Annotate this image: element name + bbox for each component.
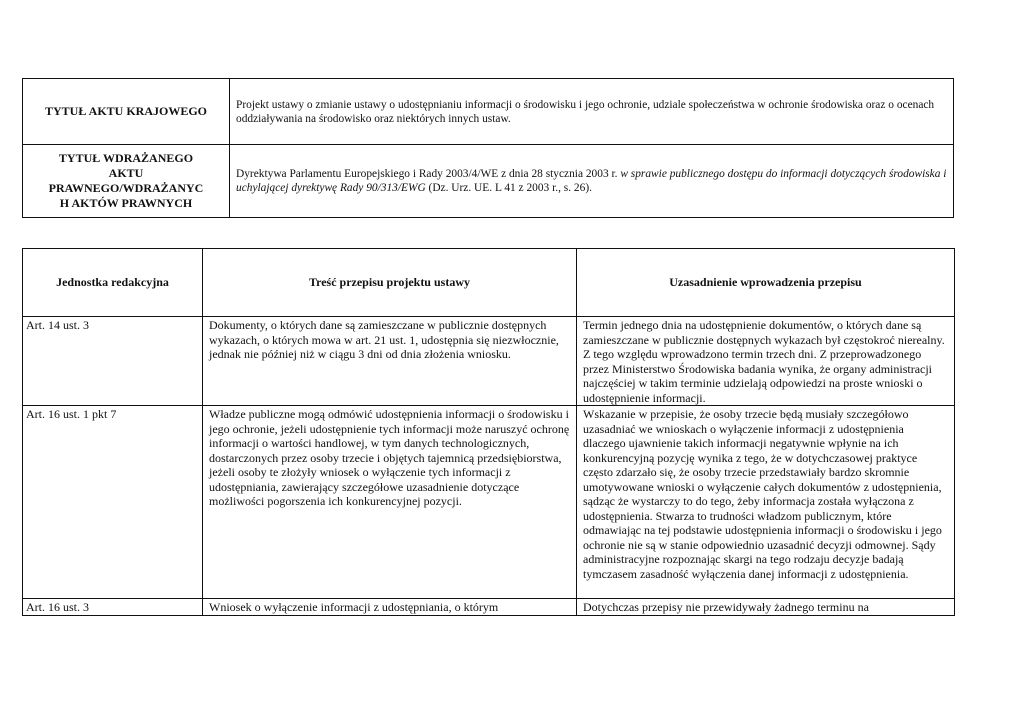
row-text: Władze publiczne mogą odmówić udostępnienia informacji o środowisku i jego ochronie, jeżeli udostępnienie tych informacji może naruszyć ochronę informacji o wartości handlowej, w tym danych technologicznych, dostarczonych przez osoby trzecie i objętych tajemnicą przedsiębiorstwa, jeżeli osoby te złożyły wniosek o wyłączenie tych informacji z udostępniania, zawierający szczegółowe uzasadnienie dotyczące możliwości pogorszenia ich konkurencyjnej pozycji. <box>203 406 577 599</box>
national-title-label: TYTUŁ AKTU KRAJOWEGO <box>23 79 230 145</box>
implemented-act-label: TYTUŁ WDRAŻANEGO AKTU PRAWNEGO/WDRAŻANYC H AKTÓW PRAWNYCH <box>23 145 230 218</box>
row-unit: Art. 16 ust. 1 pkt 7 <box>23 406 203 599</box>
table-row <box>23 406 955 599</box>
table-row <box>23 599 955 616</box>
provisions-table <box>22 248 955 616</box>
column-header-text: Treść przepisu projektu ustawy <box>203 249 577 317</box>
row-justification: Wskazanie w przepisie, że osoby trzecie będą musiały szczegółowo uzasadniać we wnioskach o wyłączenie informacji z udostępnienia dlaczego ujawnienie takich informacji negatywnie wpłynie na ich konkurencyjną pozycję wynika z tego, że w dotychczasowej praktyce często zdarzało się, że osoby trzecie przedstawiały bardzo skromnie umotywowane wnioski o wyłączenie całych dokumentów z udostępnienia, sądząc że wystarczy to do tego, żeby informacja została wyłączona z udostępnienia. Stwarza to trudności władzom publicznym, które odmawiając na tej podstawie udostępnienia informacji o środowisku i jego ochronie nie są w stanie odpowiednio uzasadnić decyzji odmownej. Sądy administracyjne rozpoznając skargi na tego rodzaju decyzje badają tymczasem zasadność wyłączenia danej informacji z udostępnienia. <box>577 406 955 599</box>
row-unit: Art. 14 ust. 3 <box>23 317 203 406</box>
row-text: Dokumenty, o których dane są zamieszczane w publicznie dostępnych wykazach, o których mowa w art. 21 ust. 1, udostępnia się niezwłocznie, jednak nie później niż w ciągu 3 dni od dnia złożenia wniosku. <box>203 317 577 406</box>
implemented-act-value: Dyrektywa Parlamentu Europejskiego i Rady 2003/4/WE z dnia 28 stycznia 2003 r. w sprawie publicznego dostępu do informacji dotyczących środowiska i uchylającej dyrektywę Rady 90/313/EWG (Dz. Urz. UE. L 41 z 2003 r., s. 26). <box>230 145 954 218</box>
header-table <box>22 78 954 218</box>
row-justification: Termin jednego dnia na udostępnienie dokumentów, o których dane są zamieszczane w publicznie dostępnych wykazach był częstokroć nierealny. Z tego względu wprowadzono termin trzech dni. Z przeprowadzonego przez Ministerstwo Środowiska badania wynika, że organy administracji najczęściej w takim terminie udzielają odpowiedzi na proste wnioski o udostępnienie informacji. <box>577 317 955 406</box>
column-header-justification: Uzasadnienie wprowadzenia przepisu <box>577 249 955 317</box>
column-header-unit: Jednostka redakcyjna <box>23 249 203 317</box>
national-title-value: Projekt ustawy o zmianie ustawy o udostępnianiu informacji o środowisku i jego ochronie, udziale społeczeństwa w ochronie środowiska oraz o ocenach oddziaływania na środowisko oraz niektórych innych ustaw. <box>230 79 954 145</box>
row-text: Wniosek o wyłączenie informacji z udostępniania, o którym <box>203 599 577 616</box>
row-justification: Dotychczas przepisy nie przewidywały żadnego terminu na <box>577 599 955 616</box>
table-row <box>23 317 955 406</box>
row-unit: Art. 16 ust. 3 <box>23 599 203 616</box>
